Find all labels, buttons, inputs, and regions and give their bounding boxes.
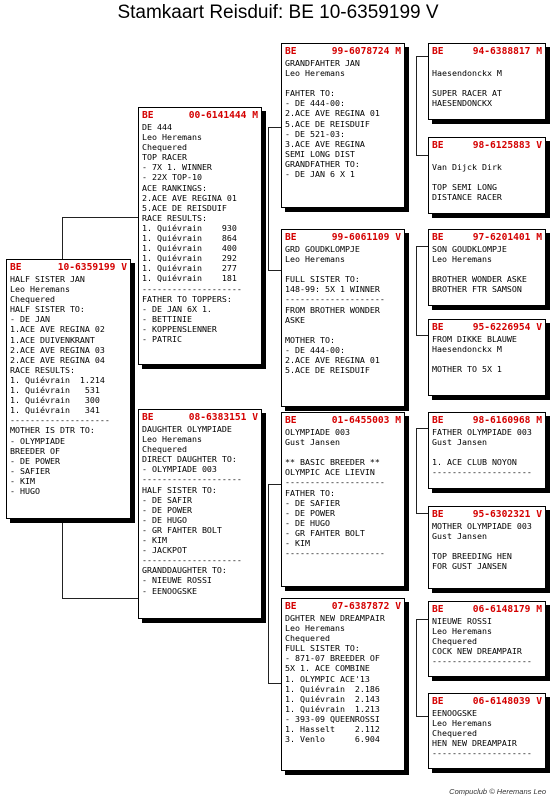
card-line: 2.ACE AVE REGINA 03 [10, 344, 105, 355]
card-line: 1. ACE CLUB NOYON [432, 457, 517, 468]
pedigree-card-subject [6, 259, 131, 519]
country-code: BE [142, 412, 154, 423]
card-line: DGHTER NEW DREAMPAIR [285, 613, 385, 623]
connector [62, 217, 139, 260]
country-code: BE [285, 46, 297, 57]
card-header [432, 46, 542, 57]
card-line: OLYMPIC ACE LIEVIN [285, 467, 375, 478]
card-line: Leo Heremans [432, 626, 492, 637]
card-line: - DE 444-00: [285, 98, 345, 109]
pedigree-card-sdd [428, 319, 546, 396]
card-line: FAHTER TO: [285, 88, 335, 99]
card-header [285, 415, 401, 426]
card-line [285, 447, 401, 457]
card-line [285, 325, 401, 335]
card-line: Chequered [142, 142, 187, 153]
card-line: - GR FAHTER BOLT [142, 524, 222, 535]
card-line: OLYMPIADE 003 [285, 427, 350, 437]
card-header [10, 262, 127, 273]
card-line [432, 541, 542, 551]
card-line: 2.ACE AVE REGINA 01 [285, 108, 380, 119]
card-line: Haesendonckx M [432, 68, 502, 79]
card-line: - PATRIC [142, 333, 182, 344]
card-header [432, 232, 542, 243]
country-code: BE [285, 232, 297, 243]
card-line: DIRECT DAUGHTER TO: [142, 454, 237, 465]
card-line: Leo Heremans [10, 284, 70, 295]
card-line: - DE SAFIER [285, 497, 340, 508]
card-line: HALF SISTER TO: [142, 484, 217, 495]
card-line: - BETTINIE [142, 313, 192, 324]
card-line: 5.ACE DE REISDUIF [142, 202, 227, 213]
card-line: 2.ACE AVE REGINA 01 [285, 355, 380, 366]
card-line: 148-99: 5X 1 WINNER [285, 284, 380, 295]
pedigree-card-sss [428, 43, 546, 120]
card-header [285, 232, 401, 243]
card-line: NIEUWE ROSSI [432, 616, 492, 626]
card-line: - GR FAHTER BOLT [285, 527, 365, 538]
card-line: Leo Heremans [142, 434, 202, 445]
card-line: GRANDDAUGHTER TO: [142, 565, 227, 576]
card-line [285, 78, 401, 88]
ring-number: 94-6388817 M [472, 46, 542, 57]
card-line: HALF SISTER TO: [10, 304, 85, 315]
country-code: BE [432, 322, 444, 333]
card-line: - KIM [10, 475, 35, 486]
ring-number: 95-6302321 V [472, 509, 542, 520]
card-line: - KIM [285, 538, 310, 549]
card-line: - DE JAN 6 X 1 [285, 169, 355, 180]
card-line: HAESENDONCKX [432, 98, 492, 109]
card-line: -------------------- [432, 467, 532, 478]
card-line: -------------------- [142, 555, 242, 566]
card-line: - 393-09 QUEENROSSI [285, 713, 380, 724]
card-line: 1. Quiévrain 1.214 [10, 374, 105, 385]
pedigree-card-dsd [428, 506, 546, 589]
pedigree-card-dam-sire [281, 412, 405, 587]
pedigree-card-sire-sire [281, 43, 405, 208]
card-line: FOR GUST JANSEN [432, 561, 507, 572]
pedigree-card-dam-dam [281, 598, 405, 771]
card-line: DISTANCE RACER [432, 192, 502, 203]
country-code: BE [285, 415, 297, 426]
card-line: - DE HUGO [142, 514, 187, 525]
pedigree-card-sire [138, 107, 262, 365]
footer-credit: Compuclub © Heremans Leo [449, 787, 546, 796]
card-line: -------------------- [285, 294, 385, 305]
card-line: Gust Jansen [285, 437, 340, 448]
card-line: HALF SISTER JAN [10, 274, 85, 284]
card-line: COCK NEW DREAMPAIR [432, 646, 522, 657]
card-line: Leo Heremans [432, 718, 492, 729]
card-line: Van Dijck Dirk [432, 162, 502, 173]
card-line: 1. Quiévrain 1.213 [285, 703, 380, 714]
card-line: 1. Quiévrain 292 [142, 253, 237, 264]
country-code: BE [432, 232, 444, 243]
country-code: BE [432, 140, 444, 151]
card-line: FROM BROTHER WONDER [285, 304, 380, 315]
ring-number: 00-6141444 M [188, 110, 258, 121]
pedigree-card-dss [428, 412, 546, 489]
card-line: ASKE [285, 314, 305, 325]
ring-number: 08-6383151 V [188, 412, 258, 423]
ring-number: 95-6226954 V [472, 322, 542, 333]
card-line: 1. Quiévrain 400 [142, 243, 237, 254]
card-header [432, 509, 542, 520]
card-line: Leo Heremans [285, 623, 345, 634]
ring-number: 06-6148039 V [472, 696, 542, 707]
pedigree-card-dam [138, 409, 262, 619]
card-line [432, 78, 542, 88]
pedigree-card-ddd [428, 693, 546, 769]
card-line: MOTHER OLYMPIADE 003 [432, 521, 532, 531]
card-line: ACE RANKINGS: [142, 182, 207, 193]
card-line [285, 264, 401, 274]
card-line: 3. Venlo 6.904 [285, 734, 380, 745]
card-line: Chequered [432, 728, 477, 739]
card-line: 1. Quiévrain 277 [142, 263, 237, 274]
card-line: - NIEUWE ROSSI [142, 575, 212, 586]
card-line: 1. Quiévrain 181 [142, 273, 237, 284]
card-line: Haesendonckx M [432, 344, 502, 355]
connector [62, 518, 63, 598]
card-line: Leo Heremans [432, 254, 492, 265]
card-line: - DE POWER [10, 455, 60, 466]
card-line: - KIM [142, 535, 167, 546]
card-line: 1. Quiévrain 864 [142, 233, 237, 244]
card-line: - KOPPENSLENNER [142, 323, 217, 334]
ring-number: 06-6148179 M [472, 604, 542, 615]
card-line: Leo Heremans [285, 68, 345, 79]
card-line: Chequered [10, 294, 55, 305]
card-header [285, 601, 401, 612]
page-title: Stamkaart Reisduif: BE 10-6359199 V [117, 2, 439, 23]
card-line: - 7X 1. WINNER [142, 162, 212, 173]
card-header [432, 604, 542, 615]
card-line: - DE 444-00: [285, 344, 345, 355]
card-line: 2.ACE AVE REGINA 04 [10, 354, 105, 365]
card-line: 3.ACE AVE REGINA [285, 138, 365, 149]
card-header [142, 412, 258, 423]
card-line [432, 58, 542, 68]
ring-number: 07-6387872 V [331, 601, 401, 612]
card-line: - EENOOGSKE [142, 585, 197, 596]
pedigree-card-sds [428, 229, 546, 306]
card-line: SON GOUDKLOMPJE [432, 244, 507, 254]
card-line: SUPER RACER AT [432, 88, 502, 99]
country-code: BE [10, 262, 22, 273]
card-line: Leo Heremans [285, 254, 345, 265]
card-line: -------------------- [285, 477, 385, 488]
card-line: - 871-07 BREEDER OF [285, 653, 380, 664]
card-line: - OLYMPIADE [10, 435, 65, 446]
country-code: BE [142, 110, 154, 121]
card-line: Gust Jansen [432, 437, 487, 448]
ring-number: 99-6078724 M [331, 46, 401, 57]
card-line: BROTHER FTR SAMSON [432, 284, 522, 295]
card-line: TOP BREEDING HEN [432, 551, 512, 562]
country-code: BE [432, 604, 444, 615]
card-line: GRD GOUDKLOMPJE [285, 244, 360, 254]
card-line [432, 152, 542, 162]
card-line: - SAFIER [10, 465, 50, 476]
card-header [432, 322, 542, 333]
card-line: FULL SISTER TO: [285, 643, 360, 654]
card-line: - DE JAN [10, 314, 50, 325]
card-line: 2.ACE AVE REGINA 01 [142, 192, 237, 203]
card-line: BREEDER OF [10, 445, 60, 456]
card-line: MOTHER TO: [285, 334, 335, 345]
card-line: - HUGO [10, 485, 40, 496]
card-line: - DE POWER [142, 504, 192, 515]
card-line: -------------------- [142, 474, 242, 485]
card-line: -------------------- [285, 548, 385, 559]
ring-number: 99-6061109 V [331, 232, 401, 243]
card-line: 1. OLYMPIC ACE'13 [285, 673, 370, 684]
card-line: 1. Quiévrain 341 [10, 405, 100, 416]
card-header [432, 696, 542, 707]
card-line: -------------------- [432, 656, 532, 667]
connector [268, 127, 281, 271]
card-line: 5.ACE DE REISDUIF [285, 118, 370, 129]
card-line: -------------------- [432, 748, 532, 759]
card-header [432, 415, 542, 426]
card-line: 1. Quiévrain 531 [10, 385, 100, 396]
card-line: FATHER TO TOPPERS: [142, 293, 232, 304]
card-line [432, 264, 542, 274]
card-line: 1. Quiévrain 2.143 [285, 693, 380, 704]
country-code: BE [432, 509, 444, 520]
ring-number: 98-6125883 V [472, 140, 542, 151]
ring-number: 10-6359199 V [57, 262, 127, 273]
card-line: MOTHER IS DTR TO: [10, 425, 95, 436]
card-line: EENOOGSKE [432, 708, 477, 718]
card-line: TOP SEMI LONG [432, 182, 497, 193]
card-line: 1. Hasselt 2.112 [285, 724, 380, 735]
country-code: BE [285, 601, 297, 612]
card-line [432, 354, 542, 364]
card-line: - 22X TOP-10 [142, 172, 202, 183]
card-line: -------------------- [142, 283, 242, 294]
card-line: 1.ACE AVE REGINA 02 [10, 324, 105, 335]
card-line [432, 447, 542, 457]
card-line: 1. Quiévrain 300 [10, 395, 100, 406]
country-code: BE [432, 415, 444, 426]
card-header [142, 110, 258, 121]
card-line: - OLYMPIADE 003 [142, 464, 217, 475]
card-line: 5X 1. ACE COMBINE [285, 663, 370, 674]
card-line: ** BASIC BREEDER ** [285, 457, 380, 468]
connector [62, 598, 138, 599]
card-line: MOTHER TO 5X 1 [432, 364, 502, 375]
ring-number: 97-6201401 M [472, 232, 542, 243]
card-line: - DE SAFIR [142, 494, 192, 505]
card-line: - DE POWER [285, 507, 335, 518]
card-header [432, 140, 542, 151]
card-header [285, 46, 401, 57]
card-line: TOP RACER [142, 152, 187, 163]
card-line: RACE RESULTS: [10, 364, 75, 375]
card-line: - DE JAN 6X 1. [142, 303, 212, 314]
country-code: BE [432, 696, 444, 707]
card-line: Chequered [142, 444, 187, 455]
card-line: - DE HUGO [285, 517, 330, 528]
ring-number: 98-6160968 M [472, 415, 542, 426]
card-line: FATHER TO: [285, 487, 335, 498]
card-line: SEMI LONG DIST [285, 148, 355, 159]
pedigree-card-sire-dam [281, 229, 405, 407]
card-line: FROM DIKKE BLAUWE [432, 334, 517, 344]
card-line: Leo Heremans [142, 132, 202, 143]
connector [268, 484, 281, 684]
card-line: Chequered [285, 633, 330, 644]
card-line: Gust Jansen [432, 531, 487, 542]
card-line [432, 172, 542, 182]
card-line: DAUGHTER OLYMPIADE [142, 424, 232, 434]
card-line: 1. Quiévrain 930 [142, 222, 237, 233]
card-line: BROTHER WONDER ASKE [432, 274, 527, 285]
card-line: DE 444 [142, 122, 172, 132]
card-line: - JACKPOT [142, 545, 187, 556]
pedigree-card-dds [428, 601, 546, 677]
card-line: FATHER OLYMPIADE 003 [432, 427, 532, 437]
card-line: GRANDFAHTER JAN [285, 58, 360, 68]
pedigree-card-ssd [428, 137, 546, 214]
card-line: HEN NEW DREAMPAIR [432, 738, 517, 749]
card-line: 5.ACE DE REISDUIF [285, 365, 370, 376]
card-line: GRANDFATHER TO: [285, 158, 360, 169]
card-line: 1. Quiévrain 2.186 [285, 683, 380, 694]
card-line: Chequered [432, 636, 477, 647]
card-line: RACE RESULTS: [142, 212, 207, 223]
card-line: - DE 521-03: [285, 128, 345, 139]
card-line: FULL SISTER TO: [285, 274, 360, 285]
card-line: -------------------- [10, 415, 110, 426]
country-code: BE [432, 46, 444, 57]
ring-number: 01-6455003 M [331, 415, 401, 426]
card-line: 1.ACE DUIVENKRANT [10, 334, 95, 345]
